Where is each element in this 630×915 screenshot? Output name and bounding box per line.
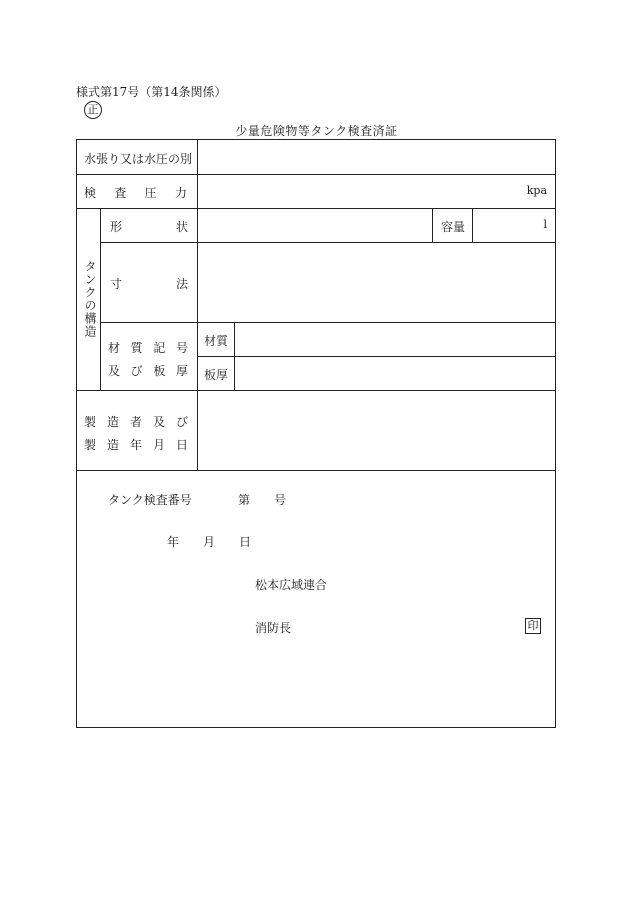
document-title: 少量危険物等タンク検査済証 — [235, 124, 398, 138]
water-or-pressure-label: 水張り又は水圧の別 — [84, 152, 193, 166]
column-divider — [234, 322, 235, 390]
row-divider — [100, 322, 555, 323]
row-divider — [77, 470, 555, 471]
issue-year: 年 — [167, 535, 180, 549]
row-divider — [100, 242, 555, 243]
thickness-label: 板厚 — [204, 368, 229, 382]
inspection-pressure-label: 検 査 圧 力 — [84, 186, 187, 200]
column-divider — [100, 208, 101, 390]
row-divider — [77, 174, 555, 175]
form-number: 様式第17号（第14条関係） — [76, 85, 227, 99]
material-symbol-label-line2: 及 び 板 厚 — [108, 364, 188, 378]
certificate-form — [76, 139, 556, 728]
column-divider — [472, 208, 473, 242]
issue-day: 日 — [239, 535, 252, 549]
manufacturer-label-line2: 製 造 年 月 日 — [84, 438, 188, 452]
original-seal-mark: 正 — [84, 101, 102, 119]
row-divider — [77, 208, 555, 209]
pressure-unit: kpa — [526, 184, 547, 197]
material-symbol-label-line1: 材 質 記 号 — [108, 341, 188, 355]
issuing-organization: 松本広域連合 — [255, 578, 328, 592]
dimension-label: 寸 法 — [110, 277, 188, 291]
column-divider — [197, 140, 198, 470]
row-divider — [197, 356, 555, 357]
shape-label: 形 状 — [110, 220, 188, 234]
tank-structure-label: タンクの構造 — [83, 260, 97, 338]
official-stamp-box: 印 — [525, 618, 541, 634]
manufacturer-label-line1: 製 造 者 及 び — [84, 415, 188, 429]
row-divider — [77, 390, 555, 391]
column-divider — [432, 208, 433, 242]
number-prefix: 第 — [238, 493, 251, 507]
issue-month: 月 — [203, 535, 216, 549]
number-suffix: 号 — [274, 493, 287, 507]
fire-chief-title: 消防長 — [255, 621, 292, 635]
inspection-number-label: タンク検査番号 — [108, 493, 192, 507]
material-label: 材質 — [204, 334, 229, 348]
capacity-unit: l — [543, 218, 547, 231]
capacity-label: 容量 — [441, 220, 466, 234]
